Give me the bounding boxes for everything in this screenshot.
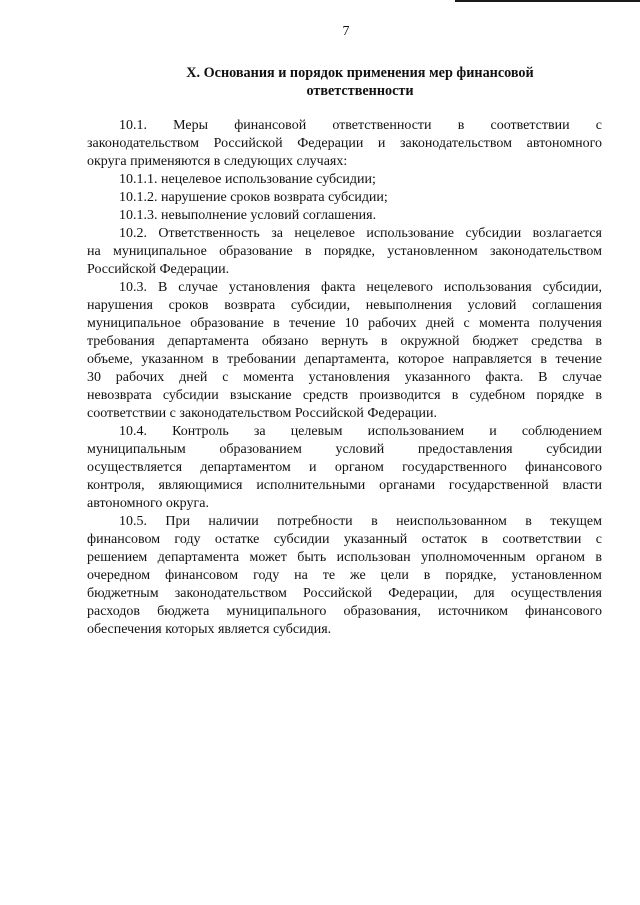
word: наличии	[208, 514, 259, 529]
body-line	[87, 585, 602, 603]
word: автономного	[526, 136, 602, 151]
body-line	[87, 333, 602, 351]
word: В	[538, 370, 548, 385]
word: осуществления	[510, 586, 602, 601]
word: неиспользованном	[396, 514, 507, 529]
word: случае	[562, 370, 602, 385]
word: в	[423, 568, 431, 583]
word: и	[489, 424, 497, 439]
word: контроля,	[87, 478, 145, 493]
word: уполномоченным	[421, 550, 526, 565]
word: законодательством	[399, 136, 513, 151]
body-line: автономного округа.	[87, 496, 209, 511]
word: финансового	[525, 604, 602, 619]
word: с	[595, 118, 602, 133]
body-line	[87, 315, 602, 333]
word: образования,	[343, 604, 421, 619]
word: условий	[467, 298, 517, 313]
word: текущем	[550, 514, 602, 529]
word: в	[481, 532, 488, 547]
word: на	[87, 244, 101, 259]
word: в	[451, 388, 459, 403]
word: быть	[297, 550, 327, 565]
word: В	[157, 280, 168, 295]
word: решением	[87, 550, 148, 565]
word: взыскание	[229, 388, 292, 403]
word: использованием	[367, 424, 465, 439]
word: требовании	[227, 352, 296, 367]
body-line	[87, 297, 602, 315]
word: за	[253, 424, 266, 439]
word: в	[380, 334, 388, 349]
body-line	[87, 459, 602, 477]
word: субсидии	[273, 532, 330, 547]
body-line: 10.1.2. нарушение сроков возврата субсидии;	[119, 190, 388, 205]
word: остаток	[421, 532, 468, 547]
word: в	[304, 244, 312, 259]
word: использование	[366, 226, 455, 241]
word: муниципального	[226, 604, 327, 619]
word: государственного	[402, 460, 507, 475]
body-line: Российской Федерации.	[87, 262, 230, 277]
word: предоставления	[417, 442, 513, 457]
word: потребности	[277, 514, 353, 529]
section-heading-line-2: ответственности	[306, 83, 414, 99]
word: возлагается	[532, 226, 602, 241]
body-line	[87, 603, 602, 621]
word: 30	[87, 370, 101, 385]
word: на	[294, 568, 308, 583]
word: возврата	[224, 298, 276, 313]
body-line: обеспечения которых является субсидия.	[87, 622, 332, 637]
word: установленном	[387, 244, 478, 259]
body-line: округа применяются в следующих случаях:	[87, 154, 348, 169]
word: случае	[178, 280, 218, 295]
word: бюджет	[472, 334, 519, 349]
section-heading-line-1: X. Основания и порядок применения мер финансовой	[186, 65, 534, 81]
word: установления	[228, 280, 311, 295]
word: органом	[334, 460, 384, 475]
word: муниципальным	[87, 442, 186, 457]
word: соглашения	[532, 298, 602, 313]
word: в	[595, 388, 602, 403]
word: установленном	[511, 568, 602, 583]
word: 10.5.	[119, 514, 147, 529]
word: Ответственность	[158, 226, 260, 241]
word: в	[273, 316, 280, 331]
word: указанного	[404, 370, 471, 385]
word: те	[322, 568, 336, 583]
word: расходов	[87, 604, 141, 619]
word: обязано	[261, 334, 309, 349]
body-line	[87, 531, 602, 549]
word: департамента	[167, 334, 250, 349]
word: 10.2.	[119, 226, 147, 241]
word: Меры	[173, 118, 209, 133]
word: Федерации,	[388, 586, 458, 601]
word: в	[211, 352, 219, 367]
word: течение	[555, 352, 602, 367]
body-line	[87, 513, 602, 531]
body-line	[87, 135, 602, 153]
word: невыполнения	[365, 298, 452, 313]
word: в	[525, 514, 532, 529]
word: в	[595, 334, 602, 349]
body-line	[87, 243, 602, 261]
word: департамента	[157, 550, 240, 565]
word: же	[350, 568, 366, 583]
word: порядке	[536, 388, 585, 403]
word: субсидии	[546, 442, 602, 457]
word: направляется	[452, 352, 532, 367]
word: для	[474, 586, 495, 601]
word: нецелевого	[366, 280, 433, 295]
word: указанный	[343, 532, 408, 547]
word: субсидии	[465, 226, 522, 241]
word: Федерации	[297, 136, 364, 151]
word: в	[371, 514, 378, 529]
word: соответствии	[490, 118, 570, 133]
word: субсидии,	[542, 280, 602, 295]
word: остатке	[214, 532, 260, 547]
word: за	[271, 226, 283, 241]
word: образование	[219, 244, 293, 259]
word: муниципальное	[87, 316, 181, 331]
body-line	[87, 477, 602, 495]
word: окружной	[400, 334, 460, 349]
body-line	[87, 567, 602, 585]
word: и	[377, 136, 386, 151]
word: производится	[359, 388, 441, 403]
word: сроков	[168, 298, 209, 313]
word: году	[174, 532, 201, 547]
word: с	[222, 370, 229, 385]
word: рабочих	[368, 316, 417, 331]
word: образованием	[219, 442, 302, 457]
word: законодательством	[87, 136, 200, 151]
body-line	[87, 351, 602, 369]
word: муниципальное	[112, 244, 207, 259]
word: дней	[179, 370, 208, 385]
word: нецелевое	[294, 226, 355, 241]
word: установления	[308, 370, 390, 385]
word: и	[309, 460, 317, 475]
word: департаментом	[200, 460, 291, 475]
word: соответствии	[502, 532, 582, 547]
word: невозврата	[87, 388, 152, 403]
word: момента	[243, 370, 294, 385]
word: факта.	[485, 370, 524, 385]
body-line	[87, 369, 602, 387]
word: момента	[479, 316, 530, 331]
word: использован	[336, 550, 411, 565]
word: целевым	[290, 424, 343, 439]
body-line: 10.1.1. нецелевое использование субсидии;	[119, 172, 376, 187]
word: рабочих	[115, 370, 165, 385]
word: очередном	[87, 568, 151, 583]
word: субсидии	[162, 388, 219, 403]
word: департамента,	[304, 352, 390, 367]
body-line	[87, 549, 602, 567]
word: дней	[425, 316, 455, 331]
body-line: 10.1.3. невыполнение условий соглашения.	[119, 208, 377, 223]
word: финансовом	[165, 568, 239, 583]
word: средств	[302, 388, 349, 403]
word: условий	[335, 442, 385, 457]
word: финансового	[525, 460, 602, 475]
word: году	[253, 568, 280, 583]
top-rule	[455, 0, 640, 2]
word: субсидии,	[290, 298, 351, 313]
word: бюджета	[157, 604, 210, 619]
word: которое	[397, 352, 445, 367]
body-line	[87, 117, 602, 135]
word: соблюдением	[521, 424, 602, 439]
word: нарушения	[87, 298, 153, 313]
word: осуществляется	[87, 460, 183, 475]
word: бюджетным	[87, 586, 159, 601]
word: 10	[344, 316, 359, 331]
word: с	[463, 316, 470, 331]
word: органом	[535, 550, 585, 565]
body-line	[87, 279, 602, 297]
word: получения	[539, 316, 602, 331]
word: источником	[437, 604, 508, 619]
word: являющимися	[158, 478, 243, 493]
section-body	[87, 117, 602, 639]
word: с	[595, 532, 602, 547]
body-line	[87, 423, 602, 441]
word: в	[540, 352, 547, 367]
word: органами	[379, 478, 436, 493]
body-line	[87, 387, 602, 405]
word: Российской	[303, 586, 373, 601]
word: в	[457, 118, 465, 133]
body-line	[87, 225, 602, 243]
body-line: соответствии с законодательством Российской Федерации.	[87, 406, 437, 421]
word: государственной	[448, 478, 549, 493]
word: факта	[321, 280, 356, 295]
word: 10.1.	[119, 118, 147, 133]
word: Российской	[213, 136, 283, 151]
word: судебном	[469, 388, 526, 403]
word: течение	[289, 316, 336, 331]
word: ответственности	[332, 118, 432, 133]
word: финансовом	[87, 532, 161, 547]
word: в	[595, 550, 602, 565]
word: Контроль	[172, 424, 229, 439]
word: может	[249, 550, 287, 565]
word: требования	[87, 334, 155, 349]
word: образование	[190, 316, 264, 331]
word: средства	[531, 334, 583, 349]
word: При	[165, 514, 190, 529]
page-number: 7	[342, 24, 350, 39]
word: использования	[443, 280, 532, 295]
word: 10.3.	[119, 280, 147, 295]
word: власти	[562, 478, 602, 493]
word: финансовой	[234, 118, 307, 133]
body-line	[87, 441, 602, 459]
word: порядке,	[445, 568, 497, 583]
word: законодательством	[174, 586, 287, 601]
word: объеме,	[87, 352, 133, 367]
word: вернуть	[321, 334, 369, 349]
word: 10.4.	[119, 424, 147, 439]
word: указанном	[141, 352, 204, 367]
word: цели	[380, 568, 409, 583]
word: исполнительными	[256, 478, 366, 493]
word: законодательством	[489, 244, 602, 259]
word: порядке,	[323, 244, 376, 259]
